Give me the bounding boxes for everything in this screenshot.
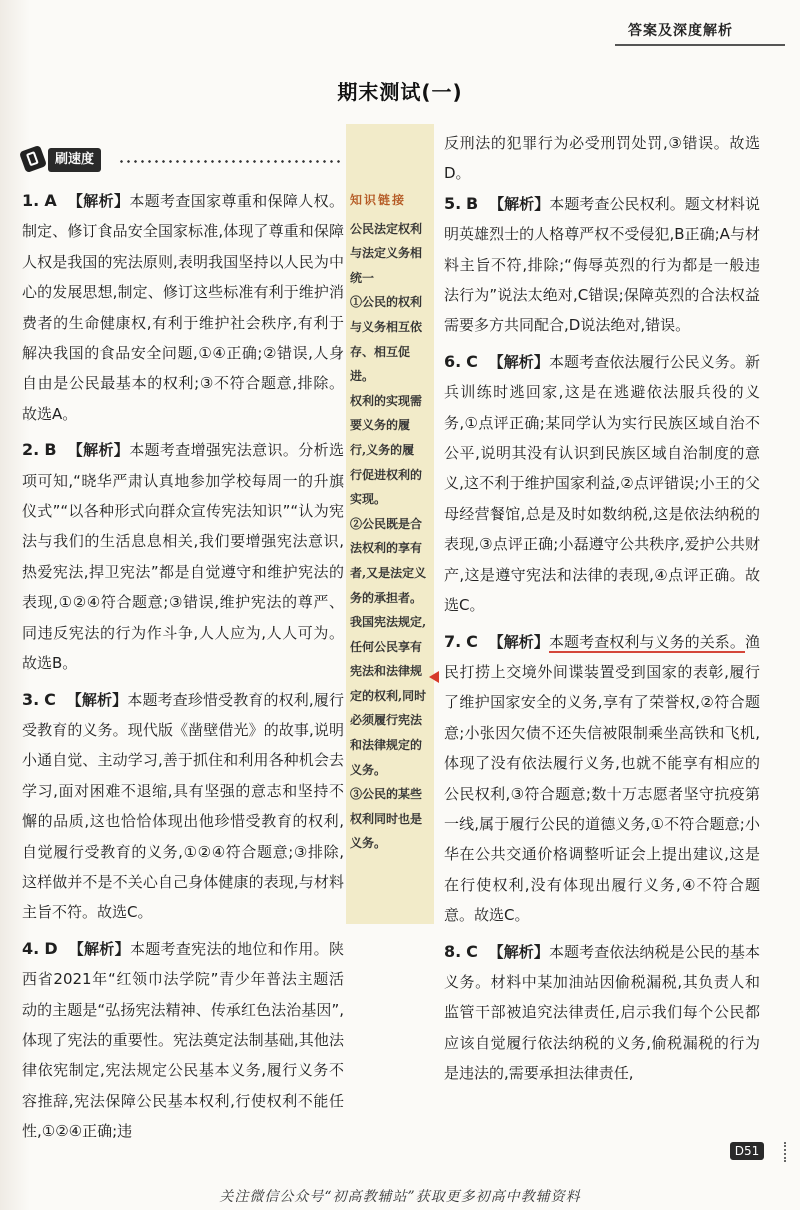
- answer-item-8: [444, 937, 760, 1089]
- sidebar-line: 权利同时也是: [350, 811, 423, 826]
- page-title: 期末测试(一): [337, 80, 463, 104]
- answer-item-1: [22, 186, 344, 429]
- analysis-tag: 【解析】: [67, 192, 130, 210]
- answer-item-3: [22, 685, 344, 928]
- item-number: 4.: [22, 938, 40, 958]
- item-text: 本题考查公民权利。题文材料说明英雄烈士的人格尊严权不受侵犯,B正确;A与材料主旨不符,排除;“侮辱英烈的行为都是一般违法行为”说法太绝对,C错误;保障英烈的合法权益需要多方共同配合,D说法绝对,错误。: [444, 194, 760, 335]
- sidebar-line: 与法定义务相: [350, 246, 423, 261]
- analysis-tag: 【解析】: [68, 939, 130, 958]
- left-column: [22, 186, 344, 1153]
- sidebar-line: 务的承担者。: [350, 590, 423, 605]
- sidebar-line: 统一: [350, 270, 375, 285]
- sidebar-line: 宪法和法律规: [350, 664, 423, 679]
- sidebar-line: 实现。: [350, 492, 387, 507]
- item-answer: C: [466, 631, 478, 651]
- item-answer: C: [44, 689, 56, 709]
- item-lead: 本题考查权利与义务的关系。: [548, 632, 745, 651]
- sidebar-line: 要义务的履: [350, 418, 411, 433]
- item-text: 本题考查依法纳税是公民的基本义务。材料中某加油站因偷税漏税,其负责人和监管干部被追究法律责任,启示我们每个公民都应该自觉履行依法纳税的义务,偷税漏税的行为是违法的,需要承担法律责任,: [444, 942, 760, 1083]
- page-number: D51: [730, 1142, 764, 1160]
- item-text: 本题考查珍惜受教育的权利,履行受教育的义务。现代版《凿壁借光》的故事,说明小通自觉、主动学习,善于抓住和利用各种机会去学习,面对困难不退缩,具有坚强的意志和坚持不懈的品质,这也恰恰体现出他珍惜受教育的权利,自觉履行受教育的义务,①②④符合题意;③排除,这样做并不是不关心自己身体健康的表现,与材料主旨不符。故选C。: [22, 690, 344, 922]
- item-text: 本题考查依法履行公民义务。新兵训练时逃回家,这是在逃避依法服兵役的义务,①点评正确;某同学认为实行民族区域自治不公平,说明其没有认识到民族区域自治制度的意义,这不利于维护国家利益,②点评错误;小王的父母经营餐馆,总是及时如数纳税,这是依法纳税的表现,③点评正确;小磊遵守公共秩序,爱护公共财产,这是遵守宪法和法律的表现,④点评正确。故选C。: [444, 352, 760, 615]
- sidebar-line: 法权利的享有: [350, 541, 423, 556]
- item-answer: C: [466, 941, 478, 961]
- item-number: 5.: [444, 193, 462, 213]
- item-answer: B: [466, 193, 479, 213]
- item-text: 本题考查宪法的地位和作用。陕西省2021年“红领巾法学院”青少年普法主题活动的主题是“弘扬宪法精神、传承红色法治基因”,体现了宪法的重要性。宪法奠定法制基础,其他法律依宪制定,宪法规定公民基本义务,履行义务不容推辞,宪法保障公民基本权利,行使权利不能任性,①②④正确;违: [22, 939, 344, 1141]
- item-answer: B: [44, 440, 57, 460]
- item-number: 1.: [22, 191, 40, 210]
- sidebar-line: 权利的实现需: [350, 393, 423, 408]
- sidebar-line: ①公民的权利: [350, 295, 423, 310]
- section-badge: 刷速度: [48, 148, 101, 172]
- answer-item-2: [22, 435, 344, 678]
- item-answer: A: [44, 191, 57, 210]
- sidebar-line: 义务。: [350, 762, 387, 777]
- sidebar-line: 和法律规定的: [350, 738, 423, 753]
- answer-item-6: [444, 347, 760, 621]
- answer-item-7: [444, 627, 760, 931]
- dotted-divider: [118, 160, 342, 163]
- item-number: 8.: [444, 941, 462, 961]
- corner-mark: [770, 1142, 786, 1162]
- item-number: 3.: [22, 689, 40, 709]
- answer-item-5: [444, 189, 760, 341]
- sidebar-line: ②公民既是合: [350, 516, 423, 531]
- item-text: 本题考查国家尊重和保障人权。制定、修订食品安全国家标准,体现了尊重和保障人权是我国的宪法原则,表明我国坚持以人民为中心的发展思想,制定、修订这些标准有利于维护消费者的生命健康权,有利于维护社会秩序,有利于解决我国的食品安全问题,①④正确;②错误,人身自由是公民最基本的权利;③不符合题意,排除。故选A。: [22, 192, 344, 423]
- item-text: 渔民打捞上交境外间谍装置受到国家的表彰,履行了维护国家安全的义务,享有了荣誉权,②符合题意;小张因欠债不还失信被限制乘坐高铁和飞机,体现了没有依法履行义务,也就不能享有相应的公民权利,③符合题意;数十万志愿者坚守抗疫第一线,属于履行公民的道德义务,①不符合题意;小华在公共交通价格调整听证会上提出建议,这是在行使权利,没有体现出履行义务,④不符合题意。故选C。: [444, 632, 760, 925]
- sidebar-line: 行促进权利的: [350, 467, 423, 482]
- continued-text: 反刑法的犯罪行为必受刑罚处罚,③错误。故选D。: [444, 134, 760, 183]
- sidebar-line: 公民法定权利: [350, 221, 423, 236]
- item-number: 6.: [444, 351, 462, 371]
- analysis-tag: 【解析】: [489, 194, 550, 213]
- sidebar-line: 行,义务的履: [350, 442, 415, 457]
- item-answer: D: [44, 938, 58, 958]
- item-text: 本题考查增强宪法意识。分析选项可知,“晓华严肃认真地参加学校每周一的升旗仪式”“以各种形式向群众宣传宪法知识”“认为宪法与我们的生活息息相关,我们要增强宪法意识,热爱宪法,捍卫宪法”都是自觉遵守和维护宪法的表现,①②④符合题意;③错误,维护宪法的尊严、同违反宪法的行为作斗争,人人应为,人人可为。故选B。: [22, 441, 344, 673]
- section-header: [22, 146, 342, 174]
- sidebar-line: 我国宪法规定,: [350, 615, 427, 630]
- knowledge-sidebar-text: [350, 188, 432, 856]
- header-label: 答案及深度解析: [628, 23, 733, 39]
- sidebar-line: 者,又是法定义: [350, 565, 427, 580]
- analysis-tag: 【解析】: [488, 942, 549, 961]
- link-arrow-icon: [429, 671, 439, 683]
- sidebar-line: ③公民的某些: [350, 787, 423, 802]
- sidebar-line: 存、相互促进。: [350, 344, 411, 384]
- analysis-tag: 【解析】: [488, 632, 549, 651]
- item-number: 7.: [444, 631, 462, 651]
- sidebar-line: 必须履行宪法: [350, 713, 423, 728]
- pen-icon: [19, 145, 47, 173]
- answer-item-4: [22, 934, 344, 1147]
- sidebar-line: 与义务相互依: [350, 319, 423, 334]
- analysis-tag: 【解析】: [488, 352, 549, 371]
- sidebar-line: 任何公民享有: [350, 639, 423, 654]
- header-rule: [615, 44, 785, 46]
- item-number: 2.: [22, 440, 40, 460]
- sidebar-title: 知识链接: [350, 193, 407, 207]
- analysis-tag: 【解析】: [66, 690, 128, 709]
- item-answer: C: [466, 351, 478, 371]
- right-column: [444, 128, 760, 1095]
- footer-note: 关注微信公众号“初高教辅站”获取更多初高中教辅资料: [219, 1189, 581, 1205]
- analysis-tag: 【解析】: [67, 441, 130, 460]
- sidebar-line: 定的权利,同时: [350, 688, 427, 703]
- sidebar-line: 义务。: [350, 836, 387, 851]
